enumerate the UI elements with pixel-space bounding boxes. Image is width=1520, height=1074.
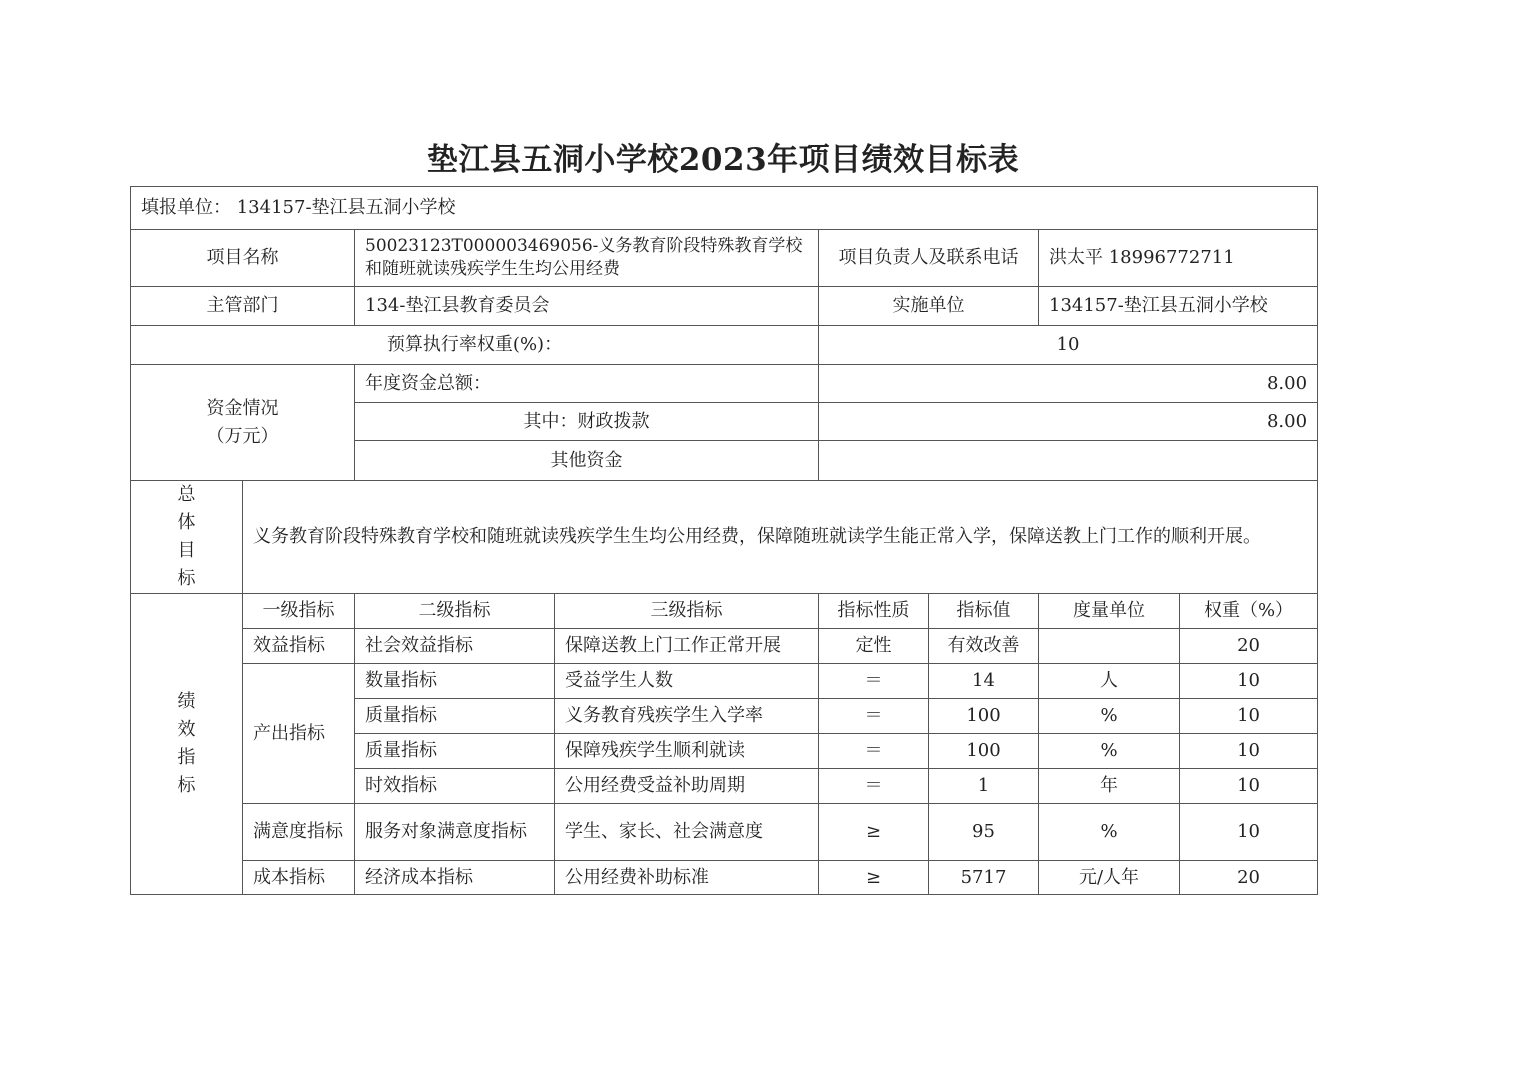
header-nature: 指标性质	[819, 594, 929, 629]
nature-cell: ＝	[819, 664, 929, 699]
level2-cell: 时效指标	[355, 769, 555, 804]
unit-cell: 年	[1039, 769, 1180, 804]
level3-cell: 受益学生人数	[555, 664, 819, 699]
indicator-header-row	[131, 594, 1318, 629]
dept-value: 134-垫江县教育委员会	[355, 287, 819, 326]
nature-cell: ≥	[819, 861, 929, 895]
weight-cell: 10	[1180, 804, 1318, 861]
level2-cell: 质量指标	[355, 699, 555, 734]
level1-output: 产出指标	[243, 664, 355, 804]
weight-cell: 20	[1180, 861, 1318, 895]
goal-label-char: 标	[177, 568, 196, 589]
table-row	[131, 861, 1318, 895]
value-cell: 1	[929, 769, 1039, 804]
level3-cell: 学生、家长、社会满意度	[555, 804, 819, 861]
funds-label	[131, 365, 355, 481]
nature-cell: ＝	[819, 769, 929, 804]
level3-cell: 保障残疾学生顺利就读	[555, 734, 819, 769]
table-row	[131, 629, 1318, 664]
weight-cell: 20	[1180, 629, 1318, 664]
value-cell: 100	[929, 734, 1039, 769]
goal-label-char: 体	[177, 512, 196, 533]
value-cell: 有效改善	[929, 629, 1039, 664]
value-cell: 100	[929, 699, 1039, 734]
impl-value: 134157-垫江县五洞小学校	[1039, 287, 1318, 326]
project-name-row	[131, 230, 1318, 287]
header-level1: 一级指标	[243, 594, 355, 629]
funds-label-line1: 资金情况	[206, 397, 279, 419]
funds-other-value	[819, 441, 1318, 481]
unit-cell	[1039, 629, 1180, 664]
funds-fiscal-label: 其中：财政拨款	[355, 403, 819, 441]
fill-unit-label: 填报单位：	[141, 197, 231, 218]
weight-cell: 10	[1180, 664, 1318, 699]
level3-cell: 公用经费受益补助周期	[555, 769, 819, 804]
unit-cell: %	[1039, 699, 1180, 734]
budget-weight-row	[131, 326, 1318, 365]
funds-fiscal-value: 8.00	[819, 403, 1318, 441]
indicators-label-char: 标	[177, 775, 196, 796]
funds-other-label: 其他资金	[355, 441, 819, 481]
level1-benefit: 效益指标	[243, 629, 355, 664]
overall-goal-text: 义务教育阶段特殊教育学校和随班就读残疾学生生均公用经费，保障随班就读学生能正常入学，保障送教上门工作的顺利开展。	[243, 481, 1318, 594]
indicators-label-char: 指	[177, 747, 196, 768]
weight-cell: 10	[1180, 734, 1318, 769]
level3-cell: 保障送教上门工作正常开展	[555, 629, 819, 664]
goal-label-char: 目	[177, 540, 196, 561]
table-row	[131, 804, 1318, 861]
funds-label-line2: （万元）	[206, 425, 279, 447]
funds-total-label: 年度资金总额：	[355, 365, 819, 403]
nature-cell: ≥	[819, 804, 929, 861]
unit-cell: 人	[1039, 664, 1180, 699]
fill-unit-row	[131, 187, 1318, 230]
level2-cell: 服务对象满意度指标	[355, 804, 555, 861]
weight-cell: 10	[1180, 699, 1318, 734]
value-cell: 5717	[929, 861, 1039, 895]
unit-cell: %	[1039, 804, 1180, 861]
header-level3: 三级指标	[555, 594, 819, 629]
fill-unit-value: 134157-垫江县五洞小学校	[236, 197, 456, 218]
indicators-label-char: 效	[177, 719, 196, 740]
performance-target-table	[130, 186, 1318, 895]
funds-total-row	[131, 365, 1318, 403]
header-level2: 二级指标	[355, 594, 555, 629]
nature-cell: ＝	[819, 734, 929, 769]
goal-label-char: 总	[177, 484, 196, 505]
header-weight: 权重（%）	[1180, 594, 1318, 629]
indicators-label	[131, 594, 243, 895]
level2-cell: 社会效益指标	[355, 629, 555, 664]
indicators-label-char: 绩	[177, 691, 196, 712]
value-cell: 14	[929, 664, 1039, 699]
value-cell: 95	[929, 804, 1039, 861]
overall-goal-label	[131, 481, 243, 594]
fill-unit-cell	[131, 187, 1318, 230]
unit-cell: 元/人年	[1039, 861, 1180, 895]
level2-cell: 数量指标	[355, 664, 555, 699]
budget-weight-label: 预算执行率权重(%)：	[131, 326, 819, 365]
dept-label: 主管部门	[131, 287, 355, 326]
contact-label: 项目负责人及联系电话	[819, 230, 1039, 287]
budget-weight-value: 10	[819, 326, 1318, 365]
unit-cell: %	[1039, 734, 1180, 769]
level3-cell: 公用经费补助标准	[555, 861, 819, 895]
project-name-value: 50023123T000003469056-义务教育阶段特殊教育学校和随班就读残疾学生生均公用经费	[355, 230, 819, 287]
header-unit: 度量单位	[1039, 594, 1180, 629]
level2-cell: 质量指标	[355, 734, 555, 769]
overall-goal-row	[131, 481, 1318, 594]
level2-cell: 经济成本指标	[355, 861, 555, 895]
dept-row	[131, 287, 1318, 326]
level3-cell: 义务教育残疾学生入学率	[555, 699, 819, 734]
weight-cell: 10	[1180, 769, 1318, 804]
project-name-label: 项目名称	[131, 230, 355, 287]
nature-cell: ＝	[819, 699, 929, 734]
table-row	[131, 664, 1318, 699]
level1-satisfaction: 满意度指标	[243, 804, 355, 861]
header-value: 指标值	[929, 594, 1039, 629]
page-title: 垫江县五洞小学校2023年项目绩效目标表	[426, 142, 1020, 178]
contact-value: 洪太平 18996772711	[1039, 230, 1318, 287]
level1-cost: 成本指标	[243, 861, 355, 895]
funds-total-value: 8.00	[819, 365, 1318, 403]
impl-label: 实施单位	[819, 287, 1039, 326]
nature-cell: 定性	[819, 629, 929, 664]
